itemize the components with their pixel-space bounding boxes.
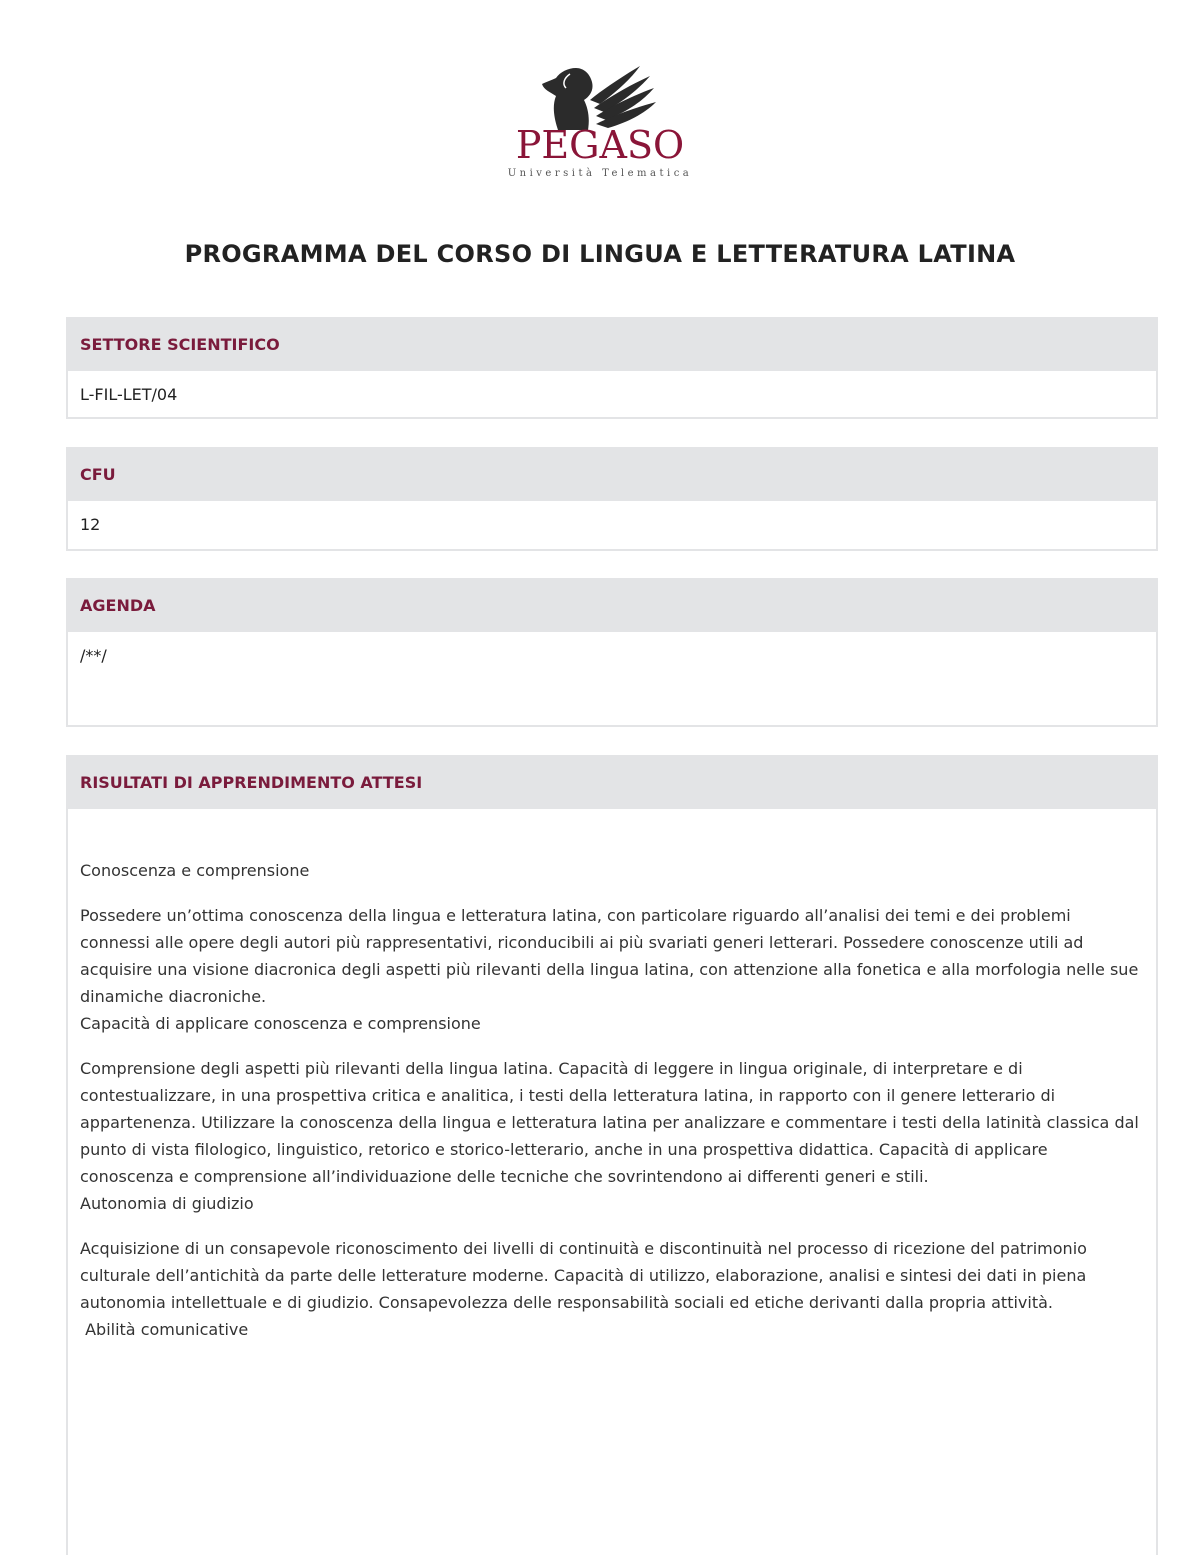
risultati-label: RISULTATI DI APPRENDIMENTO ATTESI <box>68 757 1156 809</box>
risultati-section <box>66 755 1158 1555</box>
cfu-value: 12 <box>80 515 101 534</box>
logo-subtitle: Università Telematica <box>507 168 693 179</box>
logo-name: PEGASO <box>515 123 685 167</box>
paragraph-conoscenza: Possedere un’ottima conoscenza della lingua e letteratura latina, con particolare riguardo all’analisi dei temi e dei problemi connessi alle opere degli autori più rappresentativi, riconducibili ai più svariati generi letterari. Possedere conoscenze utili ad acquisire una visione diacronica degli aspetti più rilevanti della lingua latina, con attenzione alla fonetica e alla morfologia nelle sue dinamiche diacroniche. <box>80 906 1139 1006</box>
risultati-body <box>68 809 1156 1343</box>
cfu-section <box>66 447 1158 551</box>
heading-abilita: Abilità comunicative <box>80 1320 249 1339</box>
paragraph-autonomia: Acquisizione di un consapevole riconoscimento dei livelli di continuità e discontinuità nel processo di ricezione del patrimonio culturale dell’antichità da parte delle letterature moderne. Capacità di utilizzo, elaborazione, analisi e sintesi dei dati in piena autonomia intellettuale e di giudizio. Consapevolezza delle responsabilità sociali ed etiche derivanti dalla propria attività. <box>80 1239 1087 1312</box>
page-title: PROGRAMMA DEL CORSO DI LINGUA E LETTERATURA LATINA <box>184 240 1016 268</box>
heading-capacita: Capacità di applicare conoscenza e comprensione <box>80 1014 481 1033</box>
agenda-value: /**/ <box>80 646 107 665</box>
cfu-label: CFU <box>68 449 1156 501</box>
heading-conoscenza: Conoscenza e comprensione <box>80 861 310 880</box>
settore-value: L-FIL-LET/04 <box>80 385 178 404</box>
pegasus-logo-icon <box>540 60 660 132</box>
settore-label: SETTORE SCIENTIFICO <box>68 319 1156 371</box>
agenda-section <box>66 578 1158 727</box>
agenda-label: AGENDA <box>68 580 1156 632</box>
settore-section <box>66 317 1158 419</box>
paragraph-capacita: Comprensione degli aspetti più rilevanti della lingua latina. Capacità di leggere in lingua originale, di interpretare e di contestualizzare, in una prospettiva critica e analitica, i testi della letteratura latina, in rapporto con il genere letterario di appartenenza. Utilizzare la conoscenza della lingua e letteratura latina per analizzare e commentare i testi della latinità classica dal punto di vista filologico, linguistico, retorico e storico-letterario, anche in una prospettiva didattica. Capacità di applicare conoscenza e comprensione all’individuazione delle tecniche che sovrintendono ai differenti generi e stili. <box>80 1059 1139 1186</box>
heading-autonomia: Autonomia di giudizio <box>80 1194 254 1213</box>
pegaso-logo <box>0 60 1200 179</box>
